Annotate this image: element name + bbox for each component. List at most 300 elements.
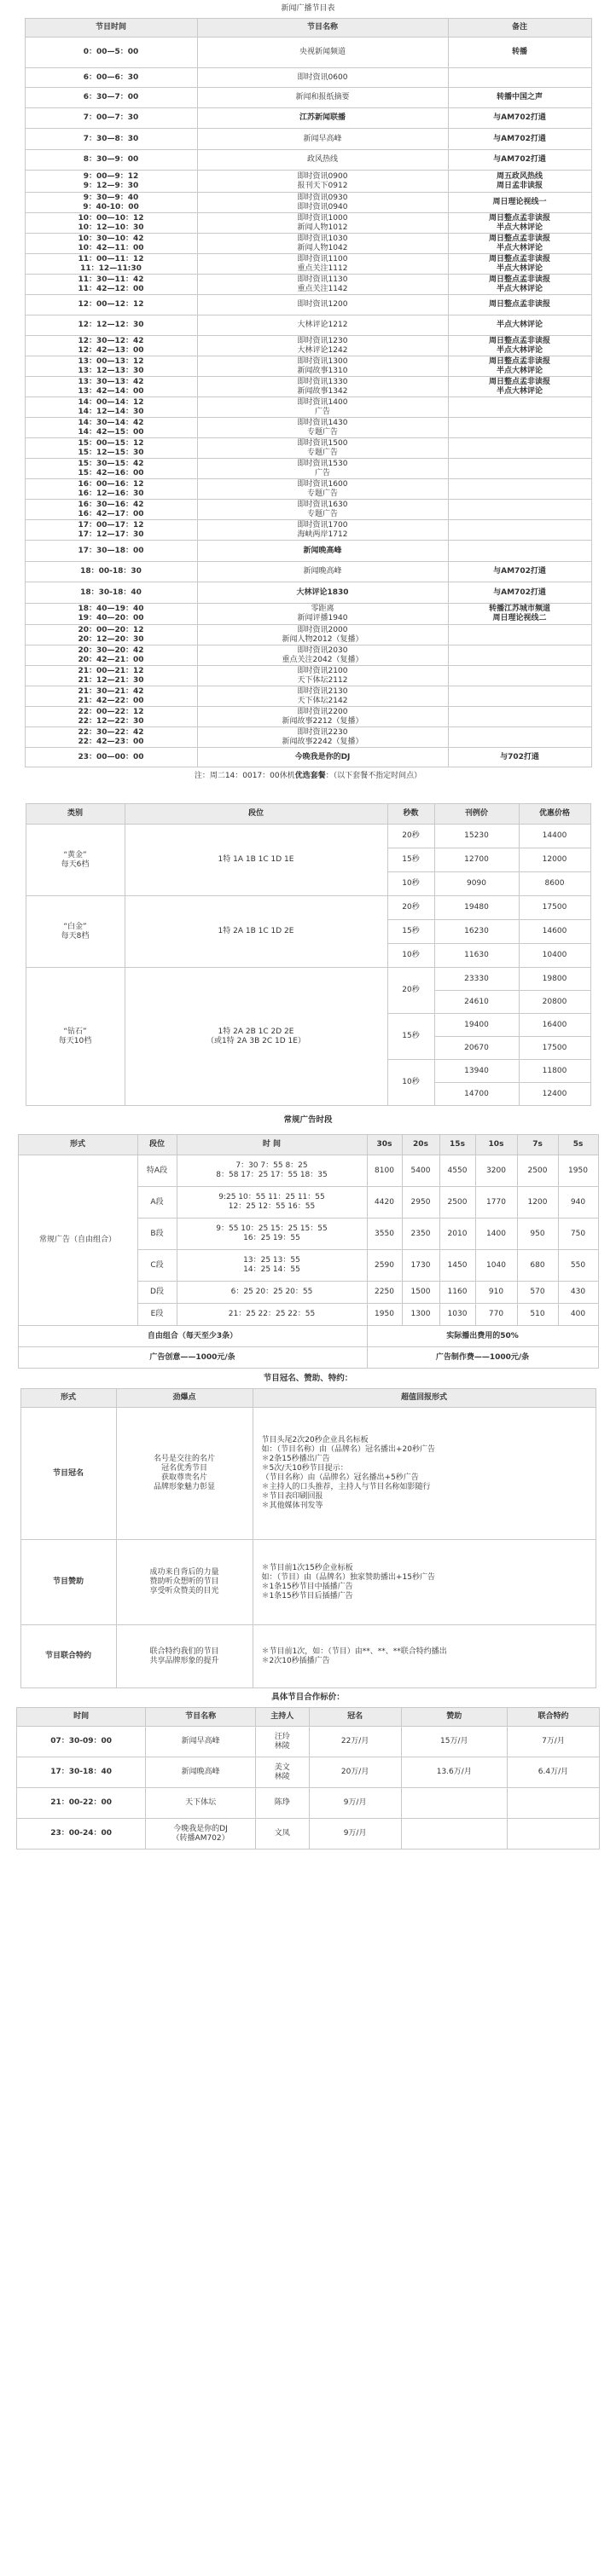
time-text: 18：00-18：30: [80, 567, 142, 576]
time-text: 15：00—15：12: [78, 438, 144, 448]
time-text: 21：25 22：25 22：55: [228, 1310, 316, 1318]
program-text: 即时资讯2200: [297, 707, 348, 716]
time-text: 22：30—22：42: [78, 727, 144, 737]
ad-price: 2500: [517, 1155, 558, 1187]
schedule-row: [25, 295, 591, 315]
program-text: 即时资讯2000: [297, 625, 348, 634]
program-remark: [448, 315, 591, 336]
schedule-row: [25, 727, 591, 748]
fee-note: 实际播出费用的50%: [367, 1326, 598, 1347]
program-name: [197, 295, 448, 315]
column-header: 节目时间: [25, 19, 197, 38]
summary-row: [18, 1326, 598, 1347]
program-text: 即时资讯1330: [297, 377, 348, 386]
program-remark: [448, 666, 591, 686]
pricing-time: 07：30-09：00: [17, 1727, 146, 1757]
ad-segment: A段: [137, 1187, 177, 1219]
point-text: 共享品牌形象的提升: [149, 1656, 219, 1665]
program-remark: [448, 275, 591, 295]
program-text: 重点关注1112: [297, 263, 348, 273]
column-header: 15s: [439, 1135, 475, 1155]
time-text: 22：00—22：12: [78, 707, 144, 716]
host-text: 美文: [274, 1763, 290, 1772]
return-text: （节目名称）由（品牌名）冠名播出+5秒广告: [261, 1473, 419, 1482]
category-text: 每天6档: [61, 860, 90, 869]
spacer: [0, 784, 616, 803]
program-text: 即时资讯1500: [297, 438, 348, 448]
program-remark: [448, 377, 591, 397]
remark-text: 与AM702打通: [493, 155, 546, 164]
ad-price: 5400: [402, 1155, 439, 1187]
program-name: [197, 254, 448, 275]
program-text: 即时资讯2030: [297, 645, 348, 655]
column-header: 段位: [137, 1135, 177, 1155]
schedule-row: [25, 336, 591, 356]
time-text: 12：25 12：55 16：55: [228, 1202, 316, 1211]
note-text: 注：周二14：0017：00休机: [194, 772, 295, 780]
pricing-co-sponsor: 6.4万/月: [507, 1757, 599, 1788]
category-text: 每天8档: [61, 931, 90, 941]
ad-price: 1950: [558, 1155, 598, 1187]
program-name: [197, 213, 448, 234]
header-row: [20, 1389, 596, 1408]
column-header: 备注: [448, 19, 591, 38]
program-time: [25, 193, 197, 213]
time-text: 21：00—21：12: [78, 666, 144, 675]
return-text: ＊2条15秒播出广告: [261, 1455, 330, 1463]
package-list-price: 23330: [434, 968, 519, 991]
package-discount-price: 17500: [519, 1037, 590, 1060]
program-text: 专题广告: [306, 448, 338, 457]
program-name: [197, 479, 448, 500]
remark-text: 半点大林评论: [496, 243, 543, 252]
program-time: [25, 38, 197, 68]
time-text: 23：00—00：00: [78, 752, 144, 761]
program-name: [197, 520, 448, 541]
program-time: [25, 562, 197, 582]
package-segments: [125, 896, 387, 968]
program-time: [25, 625, 197, 645]
column-header: 20s: [402, 1135, 439, 1155]
program-time: [25, 108, 197, 129]
package-category: [26, 896, 125, 968]
program-time: [25, 275, 197, 295]
program-time: [25, 315, 197, 336]
program-remark: [448, 68, 591, 88]
regular-table: [18, 1134, 599, 1369]
ad-price: 550: [558, 1250, 598, 1282]
program-text: 大林评论1212: [297, 321, 348, 329]
time-text: 10：00—10：12: [78, 213, 144, 223]
package-seconds: 15秒: [387, 1014, 434, 1060]
program-text: 即时资讯1430: [297, 418, 348, 427]
package-row: [26, 896, 590, 920]
time-text: 16：00—16：12: [78, 479, 144, 489]
program-text: 大林评论1242: [297, 345, 348, 355]
sponsorship-row: [20, 1540, 596, 1625]
time-text: 14：00—14：12: [78, 397, 144, 407]
schedule-row: [25, 275, 591, 295]
program-text: 即时资讯1030: [297, 234, 348, 243]
program-name: [197, 129, 448, 150]
sponsorship-points: [116, 1408, 253, 1540]
program-remark: [448, 129, 591, 150]
package-discount-price: 10400: [519, 944, 590, 968]
time-text: 16：42—17：00: [78, 509, 144, 518]
program-text: 新闻晚高峰: [303, 567, 342, 576]
time-text: 10：42—11：00: [78, 243, 144, 252]
remark-text: 周日理论视线一: [492, 198, 547, 206]
production-fee: 广告制作费——1000元/条: [367, 1347, 598, 1369]
ad-price: 1200: [517, 1187, 558, 1219]
program-text: 即时资讯2100: [297, 666, 348, 675]
free-combo-label: 自由组合（每天至少3条）: [18, 1326, 367, 1347]
package-discount-price: 12000: [519, 848, 590, 872]
time-text: 9:25 10：55 11：25 11：55: [218, 1193, 325, 1201]
schedule-row: [25, 438, 591, 459]
ad-price: 2500: [439, 1187, 475, 1219]
schedule-row: [25, 88, 591, 108]
point-text: 名号是交往的名片: [153, 1455, 215, 1463]
schedule-row: [25, 459, 591, 479]
program-time: [25, 500, 197, 520]
schedule-row: [25, 541, 591, 562]
ad-price: 1450: [439, 1250, 475, 1282]
remark-text: 与702打通: [500, 752, 539, 761]
sponsorship-returns: [253, 1540, 596, 1625]
ad-time: [177, 1187, 367, 1219]
program-time: [25, 129, 197, 150]
program-name: [197, 582, 448, 604]
program-remark: [448, 748, 591, 767]
ad-price: 2950: [402, 1187, 439, 1219]
program-remark: [448, 727, 591, 748]
program-time: [25, 727, 197, 748]
pricing-title-sponsor: 9万/月: [309, 1788, 401, 1819]
summary-row: [18, 1347, 598, 1369]
schedule-row: [25, 418, 591, 438]
pricing-table: [16, 1707, 600, 1850]
program-name: [197, 645, 448, 666]
program-text: 新闻晚高峰: [303, 546, 342, 555]
schedule-table: [25, 18, 592, 767]
program-text: 今晚我是你的DJ: [173, 1824, 228, 1833]
program-name: [197, 275, 448, 295]
program-name: [197, 171, 448, 193]
time-text: 13：12—13：30: [78, 366, 144, 375]
schedule-row: [25, 520, 591, 541]
schedule-row: [25, 129, 591, 150]
time-text: 20：00—20：12: [78, 625, 144, 634]
program-time: [25, 582, 197, 604]
time-text: 7：30 7：55 8：25: [235, 1161, 308, 1170]
program-name: [197, 438, 448, 459]
program-text: 政风热线: [306, 155, 338, 164]
time-text: 12：42—13：00: [78, 345, 144, 355]
program-remark: [448, 193, 591, 213]
package-discount-price: 8600: [519, 872, 590, 896]
remark-text: 周日整点孟非读报: [488, 377, 550, 386]
program-name: [197, 459, 448, 479]
program-time: [25, 686, 197, 707]
ad-time: [177, 1304, 367, 1326]
ad-segment: E段: [137, 1304, 177, 1326]
program-text: 新闻故事1310: [297, 366, 348, 375]
ad-price: 2010: [439, 1219, 475, 1250]
program-text: 天下体坛2112: [297, 675, 348, 685]
return-text: ＊5次/天10秒节目提示：: [261, 1464, 348, 1473]
program-remark: [448, 234, 591, 254]
header-row: [25, 19, 591, 38]
time-text: 12：30—12：42: [78, 336, 144, 345]
schedule-row: [25, 707, 591, 727]
package-row: [26, 968, 590, 991]
pricing-sponsor: [401, 1788, 507, 1819]
pricing-title-sponsor: 22万/月: [309, 1727, 401, 1757]
ad-price: 510: [517, 1304, 558, 1326]
column-header: 时间: [17, 1708, 146, 1727]
sponsorship-row: [20, 1408, 596, 1540]
package-category: [26, 968, 125, 1106]
time-text: 15：42—16：00: [78, 468, 144, 478]
package-list-price: 16230: [434, 920, 519, 944]
time-text: 12：00—12：12: [78, 300, 144, 309]
pricing-time: 21：00-22：00: [17, 1788, 146, 1819]
time-text: 9：00—9：12: [83, 171, 139, 181]
schedule-row: [25, 356, 591, 377]
package-seconds: 15秒: [387, 848, 434, 872]
program-text: 新闻人物2012（复播）: [282, 634, 363, 644]
schedule-row: [25, 234, 591, 254]
sponsorship-form: 节目冠名: [20, 1408, 116, 1540]
program-time: [25, 541, 197, 562]
ad-segment: C段: [137, 1250, 177, 1282]
time-text: 14：30—14：42: [78, 418, 144, 427]
time-text: 14：12—14：30: [78, 407, 144, 416]
ad-segment: D段: [137, 1282, 177, 1304]
package-list-price: 13940: [434, 1060, 519, 1083]
ad-price: 2250: [367, 1282, 402, 1304]
ad-price: 8100: [367, 1155, 402, 1187]
return-text: ＊1条15秒节目后插播广告: [261, 1591, 353, 1601]
remark-text: 周五政风热线: [496, 171, 543, 181]
pricing-row: [17, 1727, 600, 1757]
schedule-row: [25, 686, 591, 707]
ad-price: 570: [517, 1282, 558, 1304]
sponsorship-returns: [253, 1625, 596, 1688]
note-emphasis: 优选套餐: [294, 772, 326, 780]
program-text: 央视新闻频道: [299, 48, 346, 56]
program-time: [25, 88, 197, 108]
ad-price: 1730: [402, 1250, 439, 1282]
return-text: ＊节目表印刷回报: [261, 1492, 323, 1501]
program-time: [25, 254, 197, 275]
pricing-sponsor: [401, 1819, 507, 1850]
package-seconds: 15秒: [387, 920, 434, 944]
program-remark: [448, 438, 591, 459]
host-text: 文凤: [274, 1829, 290, 1838]
schedule-row: [25, 500, 591, 520]
remark-text: 周日整点孟非读报: [488, 300, 550, 309]
time-text: 22：42—23：00: [78, 737, 144, 746]
program-time: [25, 459, 197, 479]
time-text: 13：25 13：55: [243, 1256, 300, 1265]
column-header: 节目名称: [197, 19, 448, 38]
program-remark: [448, 582, 591, 604]
program-text: 即时资讯1600: [297, 479, 348, 489]
time-text: 9：40-10：00: [83, 202, 139, 211]
column-header: 超值回报形式: [253, 1389, 596, 1408]
column-header: 秒数: [387, 804, 434, 825]
schedule-row: [25, 254, 591, 275]
pricing-host: [255, 1819, 309, 1850]
time-text: 6：30—7：00: [83, 93, 139, 101]
point-text: 赞助听众想听的节目: [149, 1577, 219, 1586]
package-seconds: 10秒: [387, 1060, 434, 1106]
ad-price: 4550: [439, 1155, 475, 1187]
package-discount-price: 16400: [519, 1014, 590, 1037]
time-text: 6：00—6：30: [83, 72, 139, 82]
time-text: 11：12—11:30: [80, 263, 142, 273]
ad-price: 2350: [402, 1219, 439, 1250]
column-header: 10s: [475, 1135, 517, 1155]
segment-text: 1特 1A 1B 1C 1D 1E: [218, 855, 294, 864]
program-text: 即时资讯0900: [297, 171, 348, 181]
program-time: [25, 171, 197, 193]
program-text: 即时资讯2130: [297, 686, 348, 696]
sponsorship-title: 节目冠名、赞助、特约：: [263, 1374, 353, 1383]
time-text: 10：12—10：30: [78, 223, 144, 232]
remark-text: 与AM702打通: [493, 134, 546, 143]
time-text: 19：40—20：00: [78, 614, 144, 622]
remark-text: 周日整点孟非读报: [488, 275, 550, 284]
point-text: 成功来自背后的力量: [149, 1568, 219, 1577]
ad-price: 430: [558, 1282, 598, 1304]
program-remark: [448, 686, 591, 707]
host-text: 林陵: [274, 1772, 290, 1781]
program-text: 今晚我是你的DJ: [294, 752, 351, 761]
ad-price: 1160: [439, 1282, 475, 1304]
package-list-price: 14700: [434, 1083, 519, 1106]
pricing-time: 17：30-18：40: [17, 1757, 146, 1788]
program-text: 新闻故事2212（复播）: [282, 716, 363, 726]
program-remark: [448, 295, 591, 315]
time-text: 16：12—16：30: [78, 489, 144, 498]
time-text: 14：25 14：55: [243, 1265, 300, 1274]
time-text: 6：25 20：25 20：55: [230, 1288, 313, 1296]
program-remark: [448, 150, 591, 171]
remark-text: 半点大林评论: [496, 366, 543, 375]
ad-price: 1950: [367, 1304, 402, 1326]
schedule-row: [25, 748, 591, 767]
time-text: 9：30—9：40: [83, 193, 139, 202]
remark-text: 半点大林评论: [496, 223, 543, 232]
package-discount-price: 11800: [519, 1060, 590, 1083]
time-text: 18：40—19：40: [78, 605, 144, 613]
remark-text: 周日整点孟非读报: [488, 336, 550, 345]
program-remark: [448, 88, 591, 108]
ad-price: 400: [558, 1304, 598, 1326]
pricing-program: [146, 1727, 256, 1757]
ad-price: 1500: [402, 1282, 439, 1304]
program-name: [197, 625, 448, 645]
time-text: 13：42—14：00: [78, 386, 144, 396]
program-text: 报刊天下0912: [297, 181, 348, 190]
program-text: 新闻和报纸摘要: [295, 93, 350, 101]
return-text: ＊节目前1次15秒企业标板: [261, 1563, 353, 1572]
program-name: [197, 541, 448, 562]
remark-text: 转播: [511, 48, 527, 56]
column-header: 联合特约: [507, 1708, 599, 1727]
schedule-row: [25, 108, 591, 129]
pricing-host: [255, 1727, 309, 1757]
program-text: 即时资讯1000: [297, 213, 348, 223]
program-remark: [448, 645, 591, 666]
ad-price: 940: [558, 1187, 598, 1219]
program-text: 即时资讯2230: [297, 727, 348, 737]
header-row: [18, 1135, 598, 1155]
sponsorship-points: [116, 1540, 253, 1625]
program-text: 新闻人物1012: [297, 223, 348, 232]
package-discount-price: 14600: [519, 920, 590, 944]
column-header: 形式: [18, 1135, 137, 1155]
program-text: 即时资讯1700: [297, 520, 348, 530]
package-list-price: 12700: [434, 848, 519, 872]
package-list-price: 9090: [434, 872, 519, 896]
time-text: 12：12—12：30: [78, 321, 144, 329]
ad-time: [177, 1250, 367, 1282]
program-time: [25, 356, 197, 377]
program-text: 重点关注1142: [297, 284, 348, 293]
ad-price: 680: [517, 1250, 558, 1282]
program-time: [25, 377, 197, 397]
return-text: ＊其他媒体刊发等: [261, 1502, 323, 1510]
program-text: 专题广告: [306, 509, 338, 518]
note-text: ：（以下套餐不指定时间点）: [325, 772, 422, 780]
program-time: [25, 213, 197, 234]
schedule-note: [0, 767, 616, 784]
program-text: 即时资讯1400: [297, 397, 348, 407]
package-seconds: 20秒: [387, 968, 434, 1014]
schedule-row: [25, 193, 591, 213]
ad-price: 3550: [367, 1219, 402, 1250]
program-remark: [448, 418, 591, 438]
time-text: 22：12—22：30: [78, 716, 144, 726]
program-time: [25, 438, 197, 459]
remark-text: 周日理论视线二: [492, 614, 547, 622]
program-text: 大林评论1830: [296, 588, 349, 597]
time-text: 15：12—15：30: [78, 448, 144, 457]
schedule-row: [25, 68, 591, 88]
program-name: [197, 666, 448, 686]
program-remark: [448, 541, 591, 562]
return-text: 节目头尾2次20秒企业具名标板: [261, 1436, 369, 1444]
pricing-program: [146, 1788, 256, 1819]
point-text: 品牌形象魅力彰显: [153, 1483, 215, 1491]
remark-text: 周日整点孟非读报: [488, 356, 550, 366]
time-text: 11：30—11：42: [78, 275, 144, 284]
program-time: [25, 418, 197, 438]
package-table: [26, 803, 591, 1106]
remark-text: 与AM702打通: [493, 588, 546, 597]
pricing-co-sponsor: [507, 1788, 599, 1819]
time-text: 17：30—18：00: [78, 546, 144, 555]
time-text: 16：25 19：55: [243, 1234, 300, 1242]
program-time: [25, 666, 197, 686]
ad-price: 2590: [367, 1250, 402, 1282]
program-remark: [448, 459, 591, 479]
time-text: 8：30—9：00: [83, 155, 139, 164]
